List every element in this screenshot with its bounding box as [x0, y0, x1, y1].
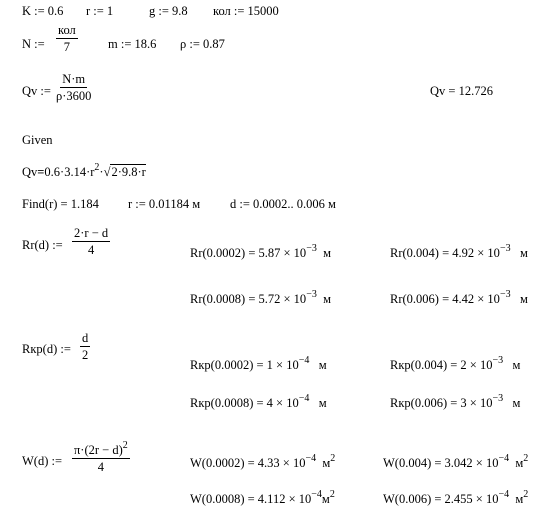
rkr-value-2[interactable]: $Rкр(0.004) = 2 \times 10^{-3}$ м — [390, 355, 521, 372]
w-value-3[interactable]: $W(0.0008) = 4.112 \times 10^{-4}м^2$ — [190, 489, 335, 506]
def-r-value[interactable]: r := 0.01184 м — [128, 197, 201, 211]
rr-lhs[interactable]: Rr(d) := — [22, 238, 63, 252]
w-value-4[interactable]: $W(0.006) = 2.455 \times 10^{-4}$ $м^2$ — [383, 489, 529, 506]
def-rho[interactable]: ρ := 0.87 — [180, 37, 225, 51]
rr-value-1[interactable]: $Rr(0.0002) = 5.87 \times 10^{-3}$ м — [190, 243, 331, 260]
rkr-fraction[interactable] — [80, 331, 90, 362]
rkr-value-1[interactable]: $Rкр(0.0002) = 1 \times 10^{-4}$ м — [190, 355, 327, 372]
rkr-numerator: d — [82, 331, 89, 345]
given-eq-exponent: 2 — [94, 162, 100, 173]
given-eq-mid: 0.6·3.14·r — [44, 165, 95, 179]
qv-fraction[interactable] — [54, 72, 93, 103]
def-n-numerator: кол — [58, 23, 76, 37]
rr-numerator: 2·r − d — [74, 226, 109, 240]
given-equation[interactable] — [22, 162, 146, 179]
sqrt-icon: √ — [103, 165, 111, 179]
find-result[interactable]: Find(r) = 1.184 — [22, 197, 99, 211]
qv-result[interactable]: Qv = 12.726 — [430, 84, 493, 98]
given-label[interactable]: Given — [22, 133, 53, 147]
rkr-value-3[interactable]: $Rкр(0.0008) = 4 \times 10^{-4}$ м — [190, 393, 327, 410]
def-d-range[interactable]: d := 0.0002.. 0.006 м — [230, 197, 336, 211]
def-kol[interactable]: кол := 15000 — [213, 4, 279, 18]
qv-numerator: N·m — [62, 72, 86, 86]
def-r[interactable]: r := 1 — [86, 4, 114, 18]
def-n-fraction[interactable] — [56, 23, 78, 54]
rr-value-4[interactable]: $Rr(0.006) = 4.42 \times 10^{-3}$ м — [390, 289, 528, 306]
w-value-1[interactable]: $W(0.0002) = 4.33 \times 10^{-4}$ $м^2$ — [190, 453, 336, 470]
rr-denominator: 4 — [87, 243, 95, 257]
def-k[interactable]: K := 0.6 — [22, 4, 64, 18]
rr-fraction[interactable] — [72, 226, 110, 257]
w-numerator: $\pi\cdot(2r - d)^2$ — [74, 440, 128, 457]
rkr-value-4[interactable]: $Rкр(0.006) = 3 \times 10^{-3}$ м — [390, 393, 521, 410]
rkr-denominator: 2 — [82, 348, 89, 362]
given-eq-dot: · — [99, 165, 104, 179]
rr-value-3[interactable]: $Rr(0.0008) = 5.72 \times 10^{-3}$ м — [190, 289, 331, 306]
def-g[interactable]: g := 9.8 — [149, 4, 188, 18]
given-eq-root: 2·9.8·r — [111, 165, 146, 179]
qv-denominator: ρ·3600 — [56, 89, 92, 103]
given-eq-lhs: Qv — [22, 165, 38, 179]
def-m[interactable]: m := 18.6 — [108, 37, 157, 51]
rkr-lhs[interactable]: Rкр(d) := — [22, 342, 71, 356]
qv-lhs[interactable]: Qv := — [22, 84, 51, 98]
def-n-denominator: 7 — [63, 40, 70, 54]
w-denominator: 4 — [97, 460, 104, 474]
w-lhs[interactable]: W(d) := — [22, 454, 63, 468]
rr-value-2[interactable]: $Rr(0.004) = 4.92 \times 10^{-3}$ м — [390, 243, 528, 260]
given-eq-sign: = — [37, 165, 45, 179]
def-n-lhs[interactable]: N := — [22, 37, 45, 51]
w-value-2[interactable]: $W(0.004) = 3.042 \times 10^{-4}$ $м^2$ — [383, 453, 529, 470]
w-fraction[interactable] — [72, 440, 130, 474]
